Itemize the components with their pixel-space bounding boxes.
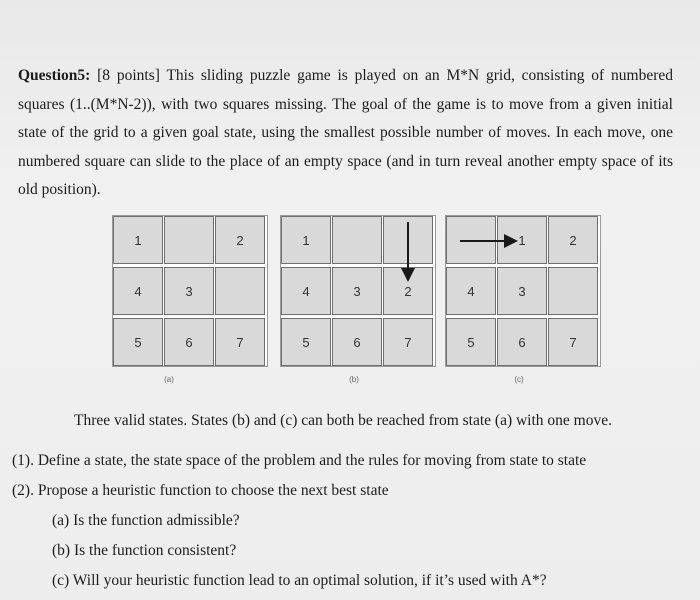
grid-cell: 7 xyxy=(383,318,433,366)
item-1: (1). Define a state, the state space of the problem and the rules for moving from state to state xyxy=(12,452,587,469)
grid-cell: 2 xyxy=(548,216,598,264)
grid-state-a xyxy=(112,215,268,367)
grid-cell: 1 xyxy=(497,216,547,264)
question-label: Question5: xyxy=(18,67,91,84)
grid-state-c xyxy=(445,215,601,367)
right-arrow-icon xyxy=(460,234,520,248)
grid-cell xyxy=(164,216,214,264)
item-2b: (b) Is the function consistent? xyxy=(52,542,237,559)
state-label-a: (a) xyxy=(164,375,174,384)
grid-cell: 4 xyxy=(446,267,496,315)
grid-cell: 6 xyxy=(497,318,547,366)
grid-cell xyxy=(548,267,598,315)
grid-state-b xyxy=(280,215,436,367)
grid-cell: 1 xyxy=(113,216,163,264)
down-arrow-icon xyxy=(401,222,415,284)
grid-cell: 5 xyxy=(446,318,496,366)
grid-cell: 5 xyxy=(281,318,331,366)
state-label-c: (c) xyxy=(514,375,524,384)
grid-cell: 1 xyxy=(281,216,331,264)
grid-cell: 3 xyxy=(332,267,382,315)
grid-cell: 2 xyxy=(383,267,433,315)
question-text: [8 points] This sliding puzzle game is played on an M*N grid, consisting of numbered squares (1..(M*N-2)), with two squares missing. The goal of the game is to move from a given initial state of the grid to a given goal state, using the smallest possible number of moves. In each move, one numbered square can slide to the place of an empty space (and in turn reveal another empty space of its old position). xyxy=(18,67,673,198)
grid-cell: 6 xyxy=(332,318,382,366)
figure-caption: Three valid states. States (b) and (c) can both be reached from state (a) with one move. xyxy=(74,412,612,429)
grid-cell: 3 xyxy=(497,267,547,315)
grid-cell: 2 xyxy=(215,216,265,264)
item-2: (2). Propose a heuristic function to choose the next best state xyxy=(12,482,389,499)
grid-cell: 7 xyxy=(548,318,598,366)
question-paragraph xyxy=(18,62,673,205)
item-2c: (c) Will your heuristic function lead to an optimal solution, if it’s used with A*? xyxy=(52,572,547,589)
grid-cell xyxy=(332,216,382,264)
item-2a: (a) Is the function admissible? xyxy=(52,512,240,529)
grid-cell: 5 xyxy=(113,318,163,366)
grid-cell xyxy=(215,267,265,315)
grid-cell: 4 xyxy=(281,267,331,315)
grid-cell: 6 xyxy=(164,318,214,366)
grid-cell: 7 xyxy=(215,318,265,366)
grid-cell: 3 xyxy=(164,267,214,315)
state-label-b: (b) xyxy=(349,375,359,384)
grid-cell: 4 xyxy=(113,267,163,315)
puzzle-states xyxy=(0,215,700,390)
